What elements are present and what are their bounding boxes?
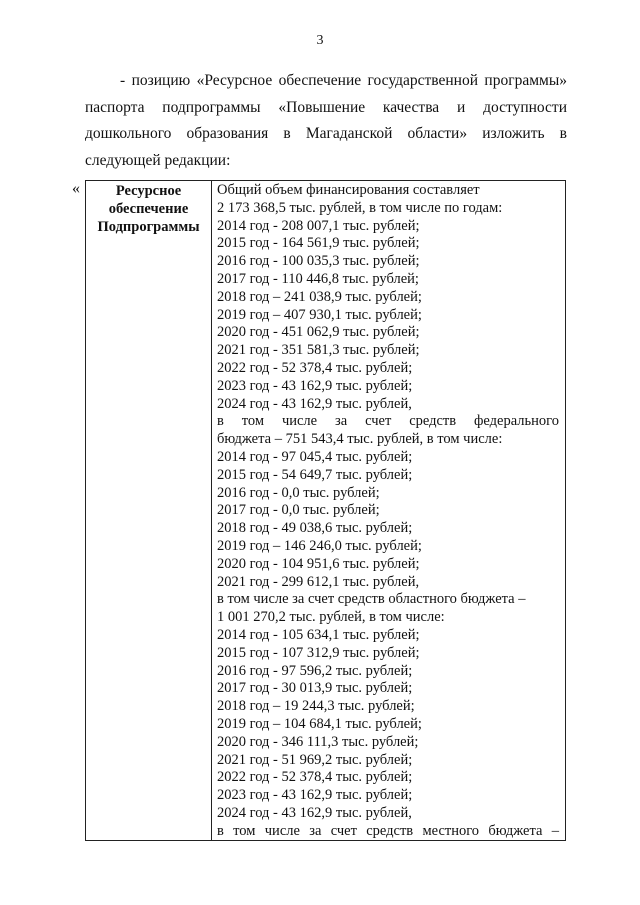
intro-line: - позицию «Ресурсное обеспечение государственной программы» — [120, 72, 567, 89]
funding-line: 2018 год – 19 244,3 тыс. рублей; — [217, 698, 415, 715]
funding-line: 1 001 270,2 тыс. рублей, в том числе: — [217, 609, 445, 626]
funding-line: 2020 год - 104 951,6 тыс. рублей; — [217, 555, 420, 572]
funding-line: 2017 год - 0,0 тыс. рублей; — [217, 502, 380, 519]
resource-title-line: Подпрограммы — [97, 218, 200, 235]
funding-details-cell — [212, 181, 566, 841]
funding-line: 2021 год - 51 969,2 тыс. рублей; — [217, 751, 413, 768]
funding-line: в том числе за счет средств федерального — [217, 413, 559, 430]
intro-paragraph — [85, 68, 567, 174]
funding-line: 2017 год - 30 013,9 тыс. рублей; — [217, 680, 413, 697]
resource-title-line: обеспечение — [108, 200, 189, 217]
intro-line: дошкольного образования в Магаданской области» изложить в — [85, 125, 567, 142]
funding-line: 2016 год - 97 596,2 тыс. рублей; — [217, 662, 413, 679]
funding-line: Общий объем финансирования составляет — [217, 182, 480, 198]
intro-line: паспорта подпрограммы «Повышение качества и доступности — [85, 98, 567, 116]
funding-line: 2019 год – 104 684,1 тыс. рублей; — [217, 715, 422, 732]
funding-line: 2020 год - 451 062,9 тыс. рублей; — [217, 324, 420, 341]
funding-line: 2022 год - 52 378,4 тыс. рублей; — [217, 769, 413, 786]
funding-line: 2023 год - 43 162,9 тыс. рублей; — [217, 787, 413, 804]
funding-line: 2015 год - 164 561,9 тыс. рублей; — [217, 235, 420, 252]
funding-line: 2019 год – 407 930,1 тыс. рублей; — [217, 306, 422, 323]
funding-line: 2021 год - 351 581,3 тыс. рублей; — [217, 342, 420, 359]
funding-line: 2020 год - 346 111,3 тыс. рублей; — [217, 733, 419, 750]
funding-line: в том числе за счет средств местного бюджета – — [217, 822, 559, 839]
funding-line: 2019 год – 146 246,0 тыс. рублей; — [217, 537, 422, 554]
funding-line: 2018 год - 49 038,6 тыс. рублей; — [217, 520, 413, 537]
funding-line: 2016 год - 100 035,3 тыс. рублей; — [217, 253, 420, 270]
funding-line: 2022 год - 52 378,4 тыс. рублей; — [217, 359, 413, 376]
funding-line: 2023 год - 43 162,9 тыс. рублей; — [217, 377, 413, 394]
funding-line: 2015 год - 54 649,7 тыс. рублей; — [217, 466, 413, 483]
funding-line: 2016 год - 0,0 тыс. рублей; — [217, 484, 380, 501]
resource-title-line: Ресурсное — [115, 183, 182, 199]
resource-title-cell — [86, 181, 212, 841]
funding-line: 2014 год - 97 045,4 тыс. рублей; — [217, 448, 413, 465]
intro-line: следующей редакции: — [85, 151, 231, 169]
table-row — [86, 181, 566, 841]
funding-line: бюджета – 751 543,4 тыс. рублей, в том числе: — [217, 431, 503, 448]
funding-line: 2017 год - 110 446,8 тыс. рублей; — [217, 270, 419, 287]
opening-quote-mark: « — [72, 180, 80, 197]
resource-table — [85, 180, 566, 841]
funding-line: 2021 год - 299 612,1 тыс. рублей, — [217, 573, 420, 590]
funding-line: 2014 год - 208 007,1 тыс. рублей; — [217, 217, 420, 234]
page-number: 3 — [316, 33, 324, 48]
funding-line: 2024 год - 43 162,9 тыс. рублей, — [217, 395, 412, 412]
funding-line: в том числе за счет средств областного бюджета – — [217, 591, 526, 608]
funding-line: 2015 год - 107 312,9 тыс. рублей; — [217, 644, 420, 661]
funding-line: 2018 год – 241 038,9 тыс. рублей; — [217, 288, 422, 305]
funding-line: 2 173 368,5 тыс. рублей, в том числе по годам: — [217, 199, 503, 216]
funding-line: 2024 год - 43 162,9 тыс. рублей, — [217, 804, 412, 821]
funding-line: 2014 год - 105 634,1 тыс. рублей; — [217, 626, 420, 643]
